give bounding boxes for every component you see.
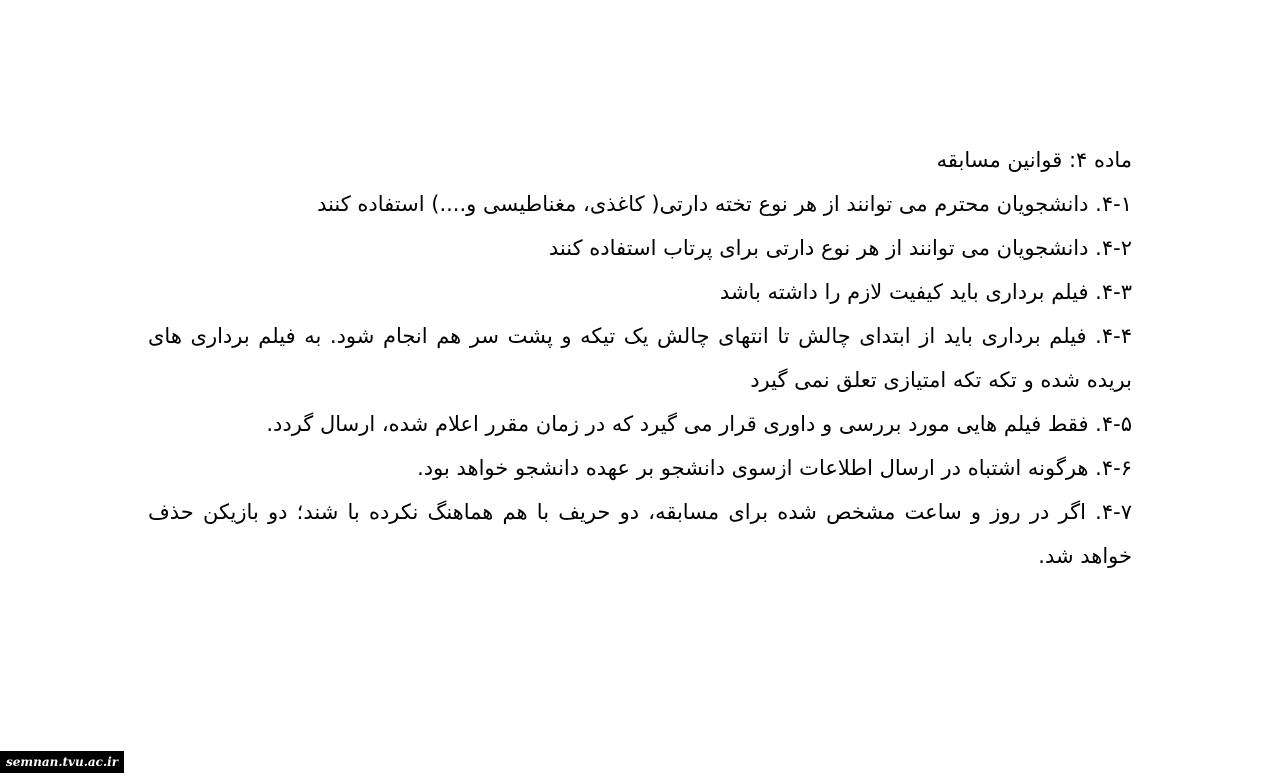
site-watermark: semnan.tvu.ac.ir <box>0 751 124 773</box>
rule-item-1: ۴-۱. دانشجویان محترم می توانند از هر نوع تخته دارتی( کاغذی، مغناطیسی و....) استفاده کنند <box>317 192 1132 216</box>
rule-item-3: ۴-۳. فیلم برداری باید کیفیت لازم را داشته باشد <box>719 280 1132 304</box>
rules-document <box>148 138 1132 578</box>
rule-item-5: ۴-۵. فقط فیلم هایی مورد بررسی و داوری قرار می گیرد که در زمان مقرر اعلام شده، ارسال گردد. <box>266 412 1132 436</box>
rule-item-2: ۴-۲. دانشجویان می توانند از هر نوع دارتی برای پرتاب استفاده کنند <box>548 236 1132 260</box>
rule-item-6: ۴-۶. هرگونه اشتباه در ارسال اطلاعات ازسوی دانشجو بر عهده دانشجو خواهد بود. <box>417 456 1132 480</box>
rule-item-7: ۴-۷. اگر در روز و ساعت مشخص شده برای مسابقه، دو حریف با هم هماهنگ نکرده با شند؛ دو بازیکن حذف خواهد شد. <box>148 500 1132 568</box>
rule-item-4: ۴-۴. فیلم برداری باید از ابتدای چالش تا انتهای چالش یک تیکه و پشت سر هم انجام شود. به فیلم برداری های بریده شده و تکه تکه امتیازی تعلق نمی گیرد <box>148 324 1132 392</box>
document-title: ماده ۴: قوانین مسابقه <box>936 148 1132 172</box>
